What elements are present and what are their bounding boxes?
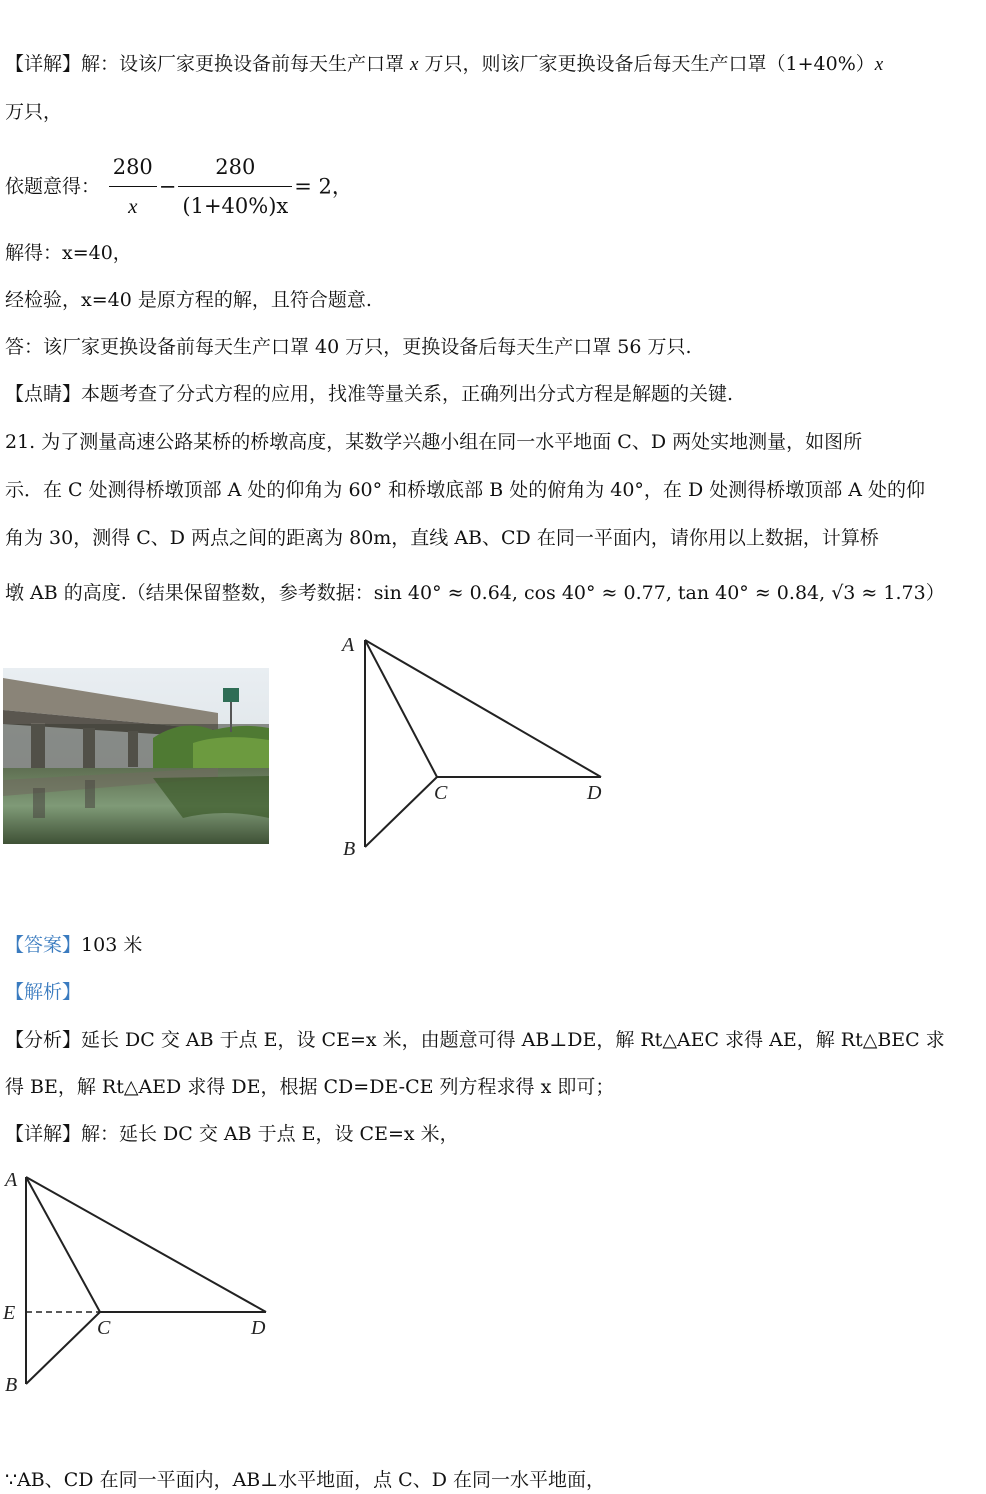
- answer-line: 答：该厂家更换设备前每天生产口罩 40 万只，更换设备后每天生产口罩 56 万只.: [5, 336, 692, 358]
- fraction-2: [178, 150, 292, 223]
- fraction-2-numerator: 280: [178, 150, 292, 187]
- equation-suffix: = 2，: [294, 174, 353, 199]
- answer-row: [5, 932, 142, 958]
- equation-line: [5, 150, 353, 223]
- solve-line: 解得：x=40，: [5, 242, 132, 264]
- problem-21-line-1: 21. 为了测量高速公路某桥的桥墩高度，某数学兴趣小组在同一水平地面 C、D 两处实地测量，如图所: [5, 431, 863, 453]
- detail-text-b: 万只，则该厂家更换设备后每天生产口罩（1+40%）: [418, 53, 875, 75]
- label-a: A: [342, 634, 355, 656]
- detail-line-1: [5, 51, 883, 78]
- figure-2-diagram: [0, 1162, 290, 1402]
- comment-line: 【点睛】本题考查了分式方程的应用，找准等量关系，正确列出分式方程是解题的关键.: [5, 383, 734, 405]
- fraction-1-numerator: 280: [109, 150, 157, 187]
- fraction-1-denominator: x: [128, 194, 138, 218]
- check-line: 经检验，x=40 是原方程的解，且符合题意.: [5, 289, 372, 311]
- analysis-tag-row: [5, 979, 81, 1005]
- bridge-photo-drawing: [3, 668, 269, 844]
- label-c: C: [97, 1317, 111, 1339]
- bridge-photo: [3, 668, 269, 844]
- label-c: C: [434, 782, 448, 804]
- answer-value: 103 米: [81, 934, 143, 956]
- problem-21-line-3: 角为 30，测得 C、D 两点之间的距离为 80m，直线 AB、CD 在同一平面内，请你用以上数据，计算桥: [5, 527, 879, 549]
- label-d: D: [587, 782, 602, 804]
- label-e: E: [3, 1302, 16, 1324]
- label-b: B: [5, 1374, 18, 1396]
- label-b: B: [343, 838, 356, 860]
- analysis-line-2: 得 BE，解 Rt△AED 求得 DE，根据 CD=DE-CE 列方程求得 x 即可；: [5, 1076, 615, 1098]
- label-d: D: [251, 1317, 266, 1339]
- fraction-1: [109, 150, 157, 223]
- problem-21-line-4: 墩 AB 的高度.（结果保留整数，参考数据：sin 40° ≈ 0.64, cos 40° ≈ 0.77, tan 40° ≈ 0.84, √3 ≈ 1.73）: [5, 582, 945, 604]
- var-x-2: x: [874, 54, 884, 75]
- problem-21-line-2: 示．在 C 处测得桥墩顶部 A 处的仰角为 60° 和桥墩底部 B 处的俯角为 40°，在 D 处测得桥墩顶部 A 处的仰: [5, 479, 926, 501]
- analysis-tag: 【解析】: [5, 981, 82, 1003]
- label-a: A: [5, 1169, 18, 1191]
- segment-cb: [26, 1312, 100, 1384]
- equation-prefix: 依题意得：: [5, 175, 101, 198]
- analysis-line-1: 【分析】延长 DC 交 AB 于点 E，设 CE=x 米，由题意可得 AB⊥DE，解 Rt△AEC 求得 AE，解 Rt△BEC 求: [5, 1029, 945, 1051]
- detail-line-2: 万只，: [5, 101, 63, 123]
- detail-text-a: 【详解】解：设该厂家更换设备前每天生产口罩: [5, 53, 411, 75]
- minus-sign: −: [158, 174, 177, 199]
- var-x: x: [410, 54, 419, 75]
- answer-tag: 【答案】: [5, 934, 82, 956]
- segment-cb: [365, 777, 437, 847]
- fraction-2-denominator: (1+40%)x: [182, 194, 289, 218]
- final-line: ∵AB、CD 在同一平面内，AB⊥水平地面，点 C、D 在同一水平地面，: [5, 1469, 605, 1491]
- solution-detail-line: 【详解】解：延长 DC 交 AB 于点 E，设 CE=x 米，: [5, 1123, 459, 1145]
- figure-1-diagram: [330, 625, 620, 865]
